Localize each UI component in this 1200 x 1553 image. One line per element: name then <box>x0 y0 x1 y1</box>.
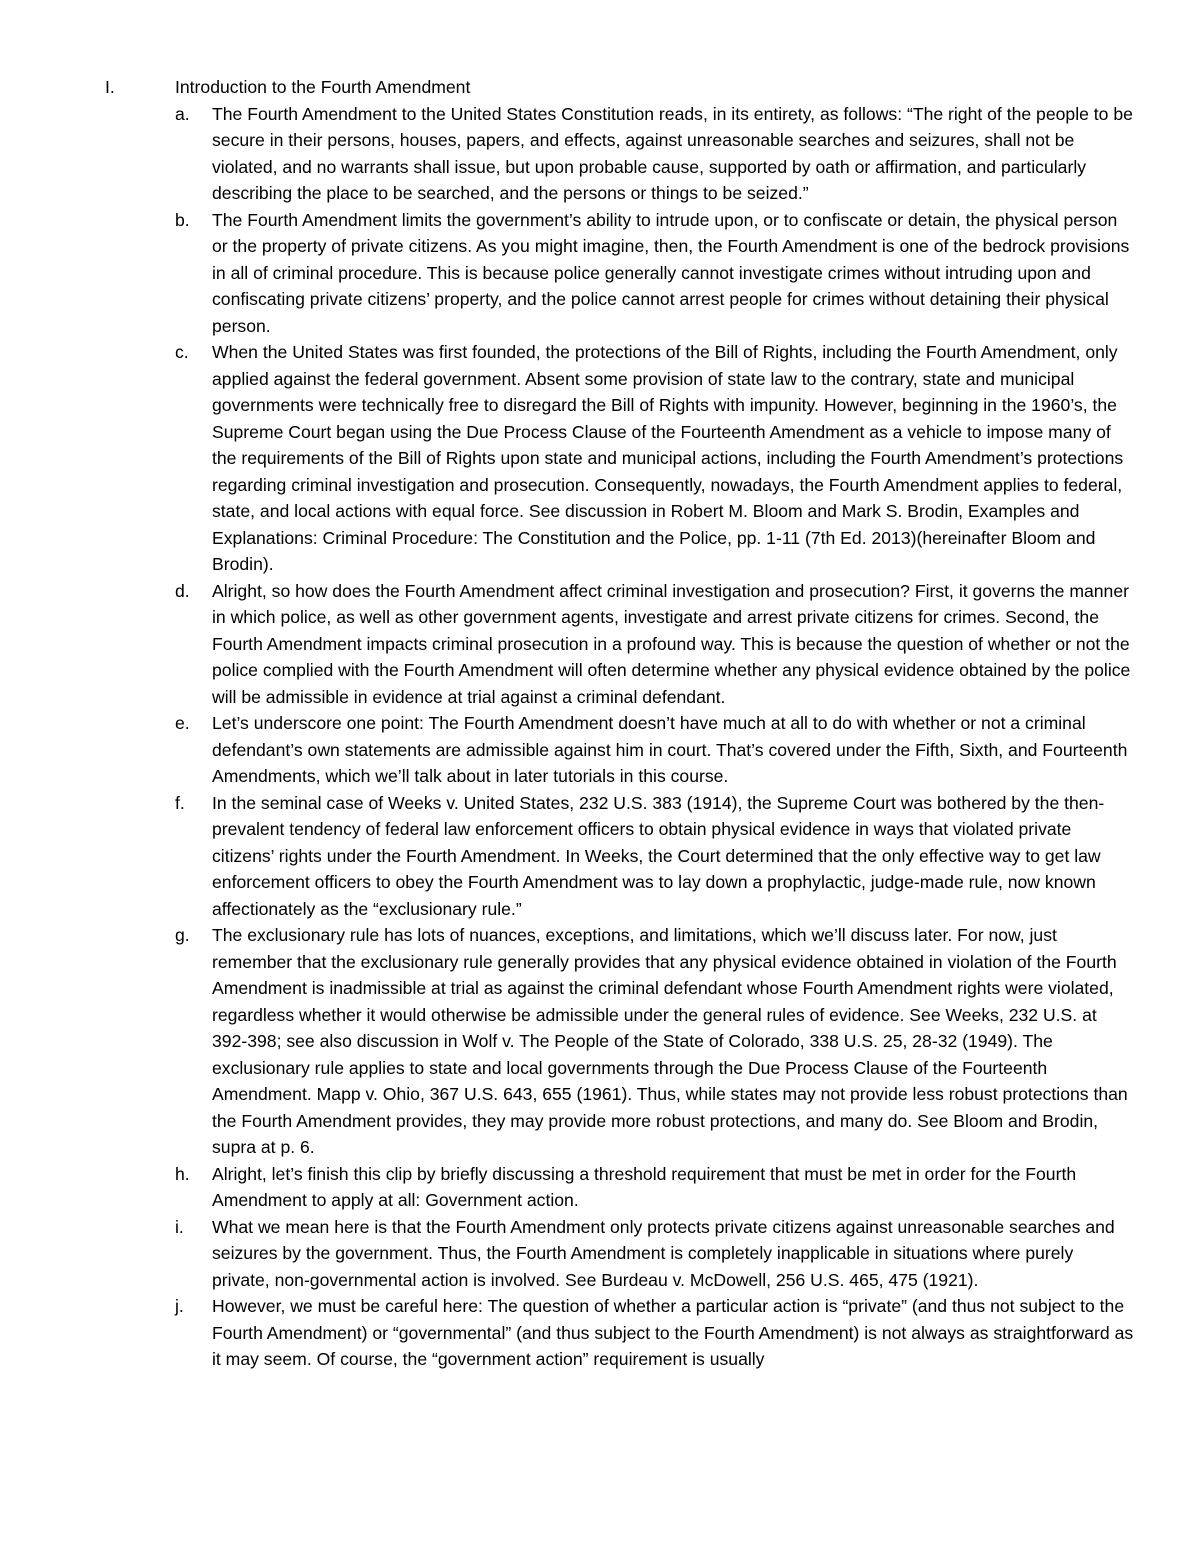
item-text: Alright, so how does the Fourth Amendment affect criminal investigation and prosecution? First, it governs the manner in which police, as well as other government agents, investigate and arrest private citizens for crimes. Second, the Fourth Amendment impacts criminal prosecution in a profound way. This is because the question of whether or not the police complied with the Fourth Amendment will often determine whether any physical evidence obtained by the police will be admissible in evidence at trial against a criminal defendant. <box>212 580 1131 707</box>
section-numeral: I. <box>105 77 115 97</box>
item-marker: c. <box>175 342 189 362</box>
item-text: The Fourth Amendment to the United States Constitution reads, in its entirety, as follows: “The right of the people to be secure in their persons, houses, papers, and effects, against unreasonable searches and seizures, shall not be violated, and no warrants shall issue, but upon probable cause, supported by oath or affirmation, and particularly describing the place to be searched, and the persons or things to be seized.” <box>212 103 1133 203</box>
outline-item-i <box>175 1214 1135 1294</box>
item-text: However, we must be careful here: The question of whether a particular action is “private” (and thus not subject to the Fourth Amendment) or “governmental” (and thus subject to the Fourth Amendment) is not always as straightforward as it may seem. Of course, the “government action” requirement is usually <box>212 1296 1134 1369</box>
item-marker: g. <box>175 925 190 945</box>
item-marker: h. <box>175 1163 190 1184</box>
outline-item-j <box>175 1293 1135 1373</box>
item-text: In the seminal case of Weeks v. United States, 232 U.S. 383 (1914), the Supreme Court was bothered by the then-prevalent tendency of federal law enforcement officers to obtain physical evidence in ways that violated private citizens’ rights under the Fourth Amendment. In Weeks, the Court determined that the only effective way to get law enforcement officers to obey the Fourth Amendment was to lay down a prophylactic, judge-made rule, now known affectionately as the “exclusionary rule.” <box>212 792 1105 919</box>
outline-item-d <box>175 578 1135 711</box>
item-text: Alright, let’s finish this clip by briefly discussing a threshold requirement that must be met in order for the Fourth Amendment to apply at all: Government action. <box>212 1163 1077 1210</box>
item-text: The exclusionary rule has lots of nuances, exceptions, and limitations, which we’ll discuss later. For now, just remember that the exclusionary rule generally provides that any physical evidence obtained in violation of the Fourth Amendment is inadmissible at trial as against the criminal defendant whose Fourth Amendment rights were violated, regardless whether it would otherwise be admissible under the general rules of evidence. See Weeks, 232 U.S. at 392-398; see also discussion in Wolf v. The People of the State of Colorado, 338 U.S. 25, 28-32 (1949). The exclusionary rule applies to state and local governments through the Due Process Clause of the Fourteenth Amendment. Mapp v. Ohio, 367 U.S. 643, 655 (1961). Thus, while states may not provide less robust protections than the Fourth Amendment provides, they may provide more robust protections, and many do. See Bloom and Brodin, supra at p. 6. <box>212 925 1128 1157</box>
outline-item-b <box>175 207 1135 340</box>
section-heading <box>105 74 1135 101</box>
outline-item-h <box>175 1161 1135 1214</box>
outline-item-f <box>175 790 1135 923</box>
item-marker: i. <box>175 1216 184 1237</box>
item-marker: a. <box>175 103 190 124</box>
item-text: What we mean here is that the Fourth Amendment only protects private citizens against unreasonable searches and seizures by the government. Thus, the Fourth Amendment is completely inapplicable in situations where purely private, non-governmental action is involved. See Burdeau v. McDowell, 256 U.S. 465, 475 (1921). <box>212 1216 1115 1290</box>
section-title: Introduction to the Fourth Amendment <box>175 77 471 97</box>
item-marker: b. <box>175 209 190 230</box>
item-marker: e. <box>175 713 190 733</box>
item-text: Let’s underscore one point: The Fourth Amendment doesn’t have much at all to do with whether or not a criminal defendant’s own statements are admissible against him in court. That’s covered under the Fifth, Sixth, and Fourteenth Amendments, which we’ll talk about in later tutorials in this course. <box>212 713 1128 786</box>
item-marker: j. <box>175 1296 184 1316</box>
item-marker: f. <box>175 792 185 813</box>
item-text: The Fourth Amendment limits the government’s ability to intrude upon, or to confiscate or detain, the physical person or the property of private citizens. As you might imagine, then, the Fourth Amendment is one of the bedrock provisions in all of criminal procedure. This is because police generally cannot investigate crimes without intruding upon and confiscating private citizens’ property, and the police cannot arrest people for crimes without detaining their physical person. <box>212 209 1130 336</box>
item-text: When the United States was first founded, the protections of the Bill of Rights, including the Fourth Amendment, only applied against the federal government. Absent some provision of state law to the contrary, state and municipal governments were technically free to disregard the Bill of Rights with impunity. However, beginning in the 1960’s, the Supreme Court began using the Due Process Clause of the Fourteenth Amendment as a vehicle to impose many of the requirements of the Bill of Rights upon state and municipal actions, including the Fourth Amendment’s protections regarding criminal investigation and prosecution. Consequently, nowadays, the Fourth Amendment applies to federal, state, and local actions with equal force. See discussion in Robert M. Bloom and Mark S. Brodin, Examples and Explanations: Criminal Procedure: The Constitution and the Police, pp. 1-11 (7th Ed. 2013)(hereinafter Bloom and Brodin). <box>212 342 1124 574</box>
outline-item-c <box>175 339 1135 578</box>
outline-item-g <box>175 922 1135 1161</box>
item-marker: d. <box>175 580 190 601</box>
outline-items <box>105 101 1135 1373</box>
outline-item-e <box>175 710 1135 790</box>
outline-item-a <box>175 101 1135 207</box>
outline <box>105 74 1135 1373</box>
